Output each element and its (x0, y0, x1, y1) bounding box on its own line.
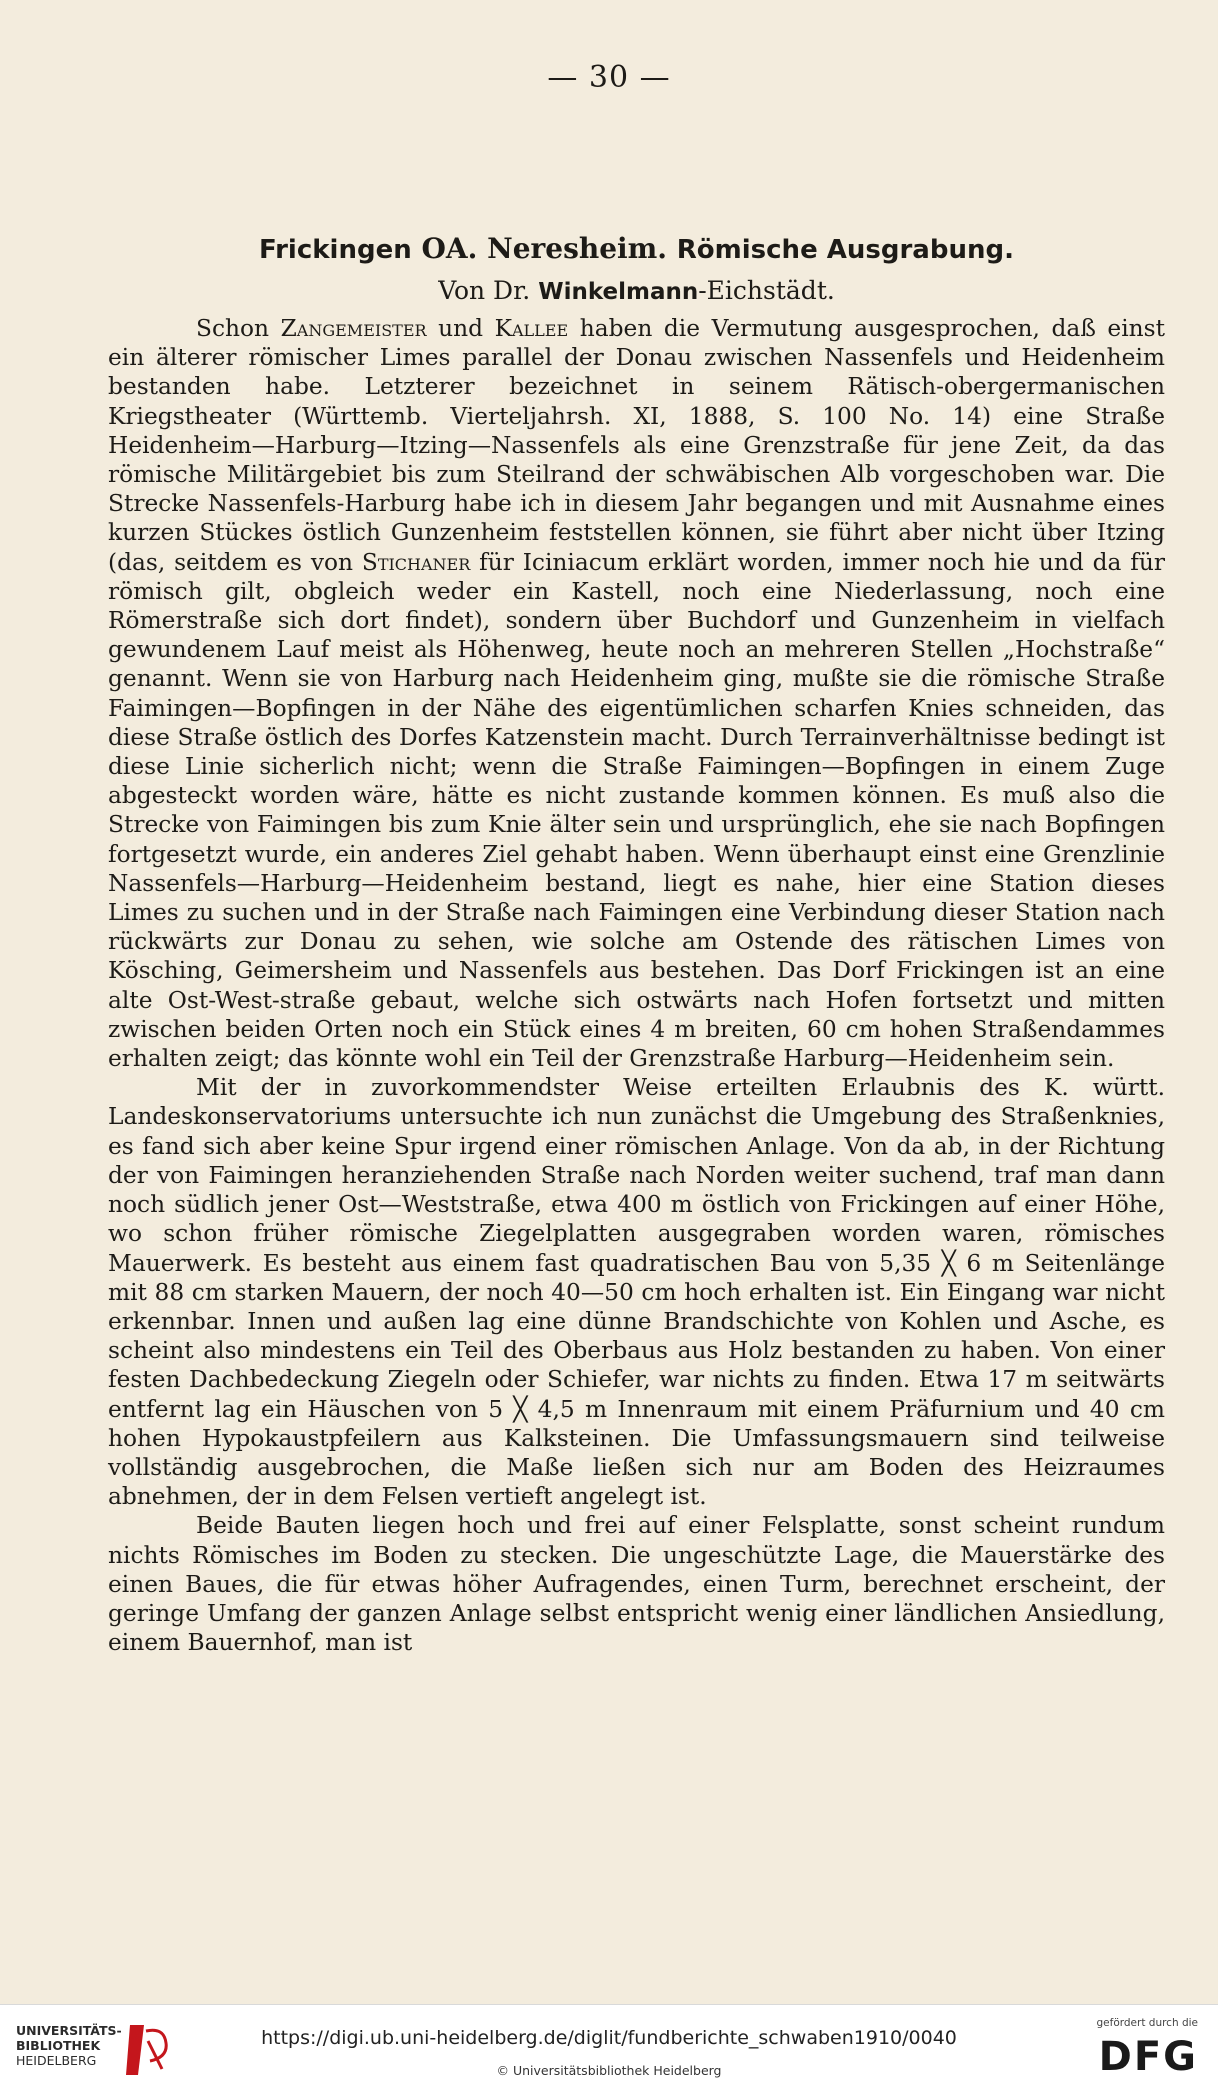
paragraph-1-text-c: haben die Vermutung ausgesprochen, daß einst ein älterer römischer Limes parallel der Donau zwischen Nassenfels und Heidenheim bestanden habe. Letzterer bezeichnet in seinem Rätisch-obergermanischen Kriegstheater (Württemb. Vierteljahrsh. XI, 1888, S. 100 No. 14) eine Straße Heidenheim—Harburg—Itzing—Nassenfels als eine Grenzstraße für jene Zeit, da das römische Militärgebiet bis zum Steilrand der schwäbischen Alb vorgeschoben war. Die Strecke Nassenfels-Harburg habe ich in diesem Jahr begangen und mit Ausnahme eines kurzen Stückes östlich Gunzenheim feststellen können, sie führt aber nicht über Itzing (das, seitdem es von (108, 315, 1165, 576)
paragraph-1-text-a: Schon (196, 315, 281, 342)
author-name-zangemeister: Zangemeister (280, 315, 427, 342)
author-name-stichaner: Stichaner (361, 548, 471, 576)
title-place: Frickingen (259, 235, 412, 265)
paragraph-2: Mit der in zuvorkommendster Weise erteilten Erlaubnis des K. württ. Landeskonservatoriums untersuchte ich nun zunächst die Umgebung des Straßenknies, es fand sich aber keine Spur irgend einer römischen Anlage. Von da ab, in der Richtung der von Faimingen heranziehenden Straße nach Norden weiter suchend, traf man dann noch südlich jener Ost—Weststraße, etwa 400 m östlich von Frickingen auf einer Höhe, wo schon früher römische Ziegelplatten ausgegraben worden waren, römisches Mauerwerk. Es besteht aus einem fast quadratischen Bau von 5,35 ╳ 6 m Seitenlänge mit 88 cm starken Mauern, der noch 40—50 cm hoch erhalten ist. Ein Eingang war nicht erkennbar. Innen und außen lag eine dünne Brandschichte von Kohlen und Asche, es scheint also mindestens ein Teil des Oberbaus aus Holz bestanden zu haben. Von einer festen Dachbedeckung Ziegeln oder Schiefer, war nichts zu finden. Etwa 17 m seitwärts entfernt lag ein Häuschen von 5 ╳ 4,5 m Innenraum mit einem Präfurnium und 40 cm hohen Hypokaustpfeilern aus Kalksteinen. Die Umfassungsmauern sind teilweise vollständig ausgebrochen, die Maße ließen sich nur am Boden des Heizraumes abnehmen, der in dem Felsen vertieft angelegt ist. (108, 1074, 1165, 1511)
byline-prefix: Von Dr. (438, 276, 531, 305)
article (108, 230, 1165, 1657)
permalink-url[interactable]: https://digi.ub.uni-heidelberg.de/diglit/fundberichte_schwaben1910/0040 (261, 2027, 957, 2049)
library-name-line3: HEIDELBERG (16, 2053, 97, 2068)
paragraph-1-text-d: für Iciniacum erklärt worden, immer noch hie und da für römisch gilt, obgleich weder ein Kastell, noch eine Niederlassung, noch eine Römerstraße sich dort findet), sondern über Buchdorf und Gunzenheim in vielfach gewundenem Lauf meist als Höhenweg, heute noch an mehreren Stellen „Hochstraße“ genannt. Wenn sie von Harburg nach Heidenheim ging, mußte sie die römische Straße Faimingen—Bopfingen in der Nähe des eigentümlichen scharfen Knies schneiden, das diese Straße östlich des Dorfes Katzenstein macht. Durch Terrainverhältnisse bedingt ist diese Linie sicherlich nicht; wenn die Straße Faimingen—Bopfingen in einem Zuge abgesteckt worden wäre, hätte es nicht zustande kommen können. Es muß also die Strecke von Faimingen bis zum Knie älter sein und ursprünglich, ehe sie nach Bopfingen fortgesetzt wurde, ein anderes Ziel gehabt haben. Wenn überhaupt einst eine Grenzlinie Nassenfels—Harburg—Heidenheim bestand, liegt es nahe, hier eine Station dieses Limes zu suchen und in der Straße nach Faimingen eine Verbindung dieser Station nach rückwärts zur Donau zu sehen, wie solche am Ostende des rätischen Limes von Kösching, Geimersheim und Nassenfels aus bestehen. Das Dorf Frickingen ist an eine alte Ost-West-straße gebaut, welche sich ostwärts nach Hofen fortsetzt und mitten zwischen beiden Orten noch ein Stück eines 4 m breiten, 60 cm hohen Straßendammes erhalten zeigt; das könnte wohl ein Teil der Grenzstraße Harburg—Heidenheim sein. (108, 548, 1166, 1073)
footer-bar (0, 2004, 1218, 2092)
library-name-line1: UNIVERSITÄTS- (16, 2023, 122, 2038)
page-number: — 30 — (547, 60, 671, 95)
title-subject: Römische Ausgrabung. (676, 235, 1014, 265)
byline (108, 273, 1165, 310)
dfg-logo-text: DFG (1098, 2034, 1198, 2080)
funder-logo[interactable] (1073, 2017, 1198, 2083)
copyright-notice: © Universitätsbibliothek Heidelberg (496, 2063, 722, 2078)
paragraph-3: Beide Bauten liegen hoch und frei auf einer Felsplatte, sonst scheint rundum nichts Römisches im Boden zu stecken. Die ungeschützte Lage, die Mauerstärke des einen Baues, die für etwas höher Aufragendes, einen Turm, berechnet erscheint, der geringe Umfang der ganzen Anlage selbst entspricht wenig einer ländlichen Ansiedlung, einem Bauernhof, man ist (108, 1512, 1165, 1657)
article-title (108, 230, 1165, 269)
paragraph-1 (108, 314, 1165, 1073)
title-district: OA. Neresheim. (421, 232, 668, 265)
funder-caption: gefördert durch die (1096, 2017, 1198, 2029)
library-name-line2: BIBLIOTHEK (16, 2038, 101, 2053)
byline-suffix: -Eichstädt. (698, 276, 835, 305)
author-name-kallee: Kallee (494, 315, 569, 342)
paragraph-1-text-b: und (426, 315, 495, 342)
byline-author: Winkelmann (538, 279, 699, 305)
